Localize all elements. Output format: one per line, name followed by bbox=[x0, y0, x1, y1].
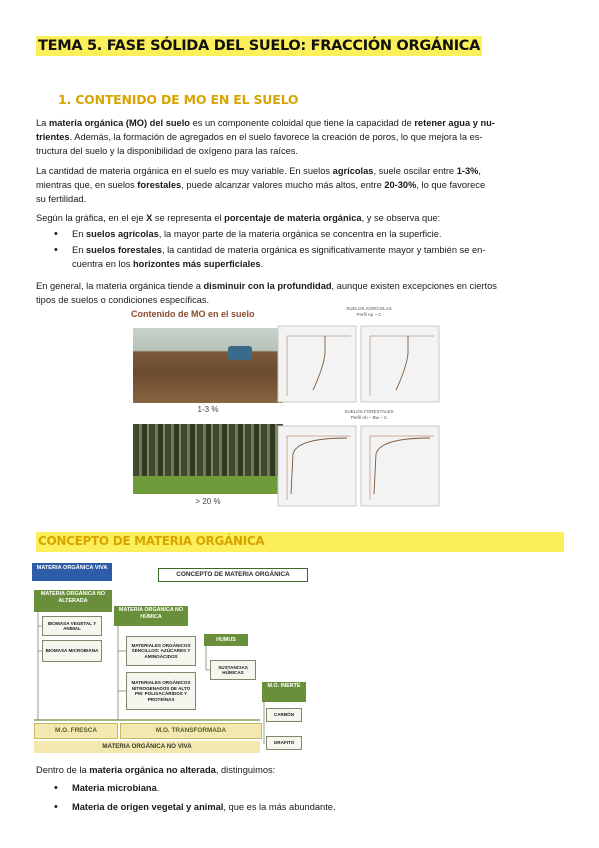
section-heading-concepto: CONCEPTO DE MATERIA ORGÁNICA bbox=[38, 534, 265, 548]
box-mo-transformada: M.O. TRANSFORMADA bbox=[120, 723, 262, 739]
list-item: • Materia microbiana. bbox=[72, 781, 599, 795]
bullet-list-observations bbox=[36, 227, 599, 273]
list-item: • En suelos forestales, la cantidad de materia orgánica es significativamente mayor y también se en- cuentra en los horizontes más superficiales. bbox=[72, 243, 599, 271]
tractor-icon bbox=[228, 346, 252, 360]
box-grafito: GRAFITO bbox=[266, 736, 302, 750]
bullet-list-no-alterada bbox=[36, 781, 599, 816]
box-biomasa-vegetal: BIOMASA VEGETAL Y ANIMAL bbox=[42, 616, 102, 636]
box-no-alterada: MATERIA ORGÁNICA NO ALTERADA bbox=[34, 590, 112, 612]
box-no-humica: MATERIA ORGÁNICA NO HÚMICA bbox=[114, 606, 188, 626]
paragraph-mo-definition: La materia orgánica (MO) del suelo es un componente coloidal que tiene la capacidad de retener agua y nu- trientes. Además, la formación de agregados en el suelo favorece la creación de poros, lo que mejora la es- tructura del suelo y la disponibilidad de oxígeno para las raíces. bbox=[36, 118, 495, 156]
box-biomasa-microbiana: BIOMASA MICROBIANA bbox=[42, 640, 102, 662]
box-concepto: CONCEPTO DE MATERIA ORGÁNICA bbox=[158, 568, 308, 582]
forest-profile-charts bbox=[273, 424, 443, 508]
paragraph-mo-variability: La cantidad de materia orgánica en el suelo es muy variable. En suelos agrícolas, suele oscilar entre 1-3%, mientras que, en suelos forestales, puede alcanzar valores mucho más altos, entre 20-30%, lo que favorece su fertilidad. bbox=[36, 166, 486, 204]
box-mo-viva: MATERIA ORGÁNICA VIVA bbox=[32, 563, 112, 581]
box-sustancias-humicas: SUSTANCIAS HÚMICAS bbox=[210, 660, 256, 680]
paragraph-general: En general, la materia orgánica tiende a disminuir con la profundidad, aunque existen excepciones en ciertos tipos de suelos o condiciones específicas. bbox=[36, 281, 497, 305]
page-title: TEMA 5. FASE SÓLIDA DEL SUELO: FRACCIÓN ORGÁNICA bbox=[38, 38, 481, 54]
box-humus: HUMUS bbox=[204, 634, 248, 646]
box-materiales-nitrogenados: MATERIALES ORGÁNICOS NITROGENADOS DE ALTO PM: POLISACÁRIDOS Y PROTEÍNAS bbox=[126, 672, 196, 710]
paragraph-graph-intro: Según la gráfica, en el eje X se representa el porcentaje de materia orgánica, y se observa que: bbox=[36, 213, 441, 223]
figure-mo-content bbox=[128, 306, 440, 516]
section-heading-contenido: 1. CONTENIDO DE MO EN EL SUELO bbox=[58, 92, 299, 107]
box-mo-no-viva: MATERIA ORGÁNICA NO VIVA bbox=[34, 741, 260, 753]
label-agricultural-percentage: 1-3 % bbox=[197, 405, 219, 414]
diagram-concepto-mo bbox=[30, 560, 308, 760]
box-materiales-organicos: MATERIALES ORGÁNICOS SENCILLOS: AZÚCARES Y AMINOÁCIDOS bbox=[126, 636, 196, 666]
chart-group-forest-title: SUELOS FORESTALES Perfil Ah – Bw – C bbox=[344, 409, 394, 420]
forest-floor bbox=[133, 476, 283, 494]
list-item: • Materia de origen vegetal y animal, que es la más abundante. bbox=[72, 800, 599, 814]
box-carbon: CARBÓN bbox=[266, 708, 302, 722]
label-forest-percentage: > 20 % bbox=[195, 497, 221, 506]
figure-title: Contenido de MO en el suelo bbox=[131, 309, 255, 319]
forest-photo bbox=[133, 424, 283, 494]
agricultural-field-photo bbox=[133, 328, 283, 403]
box-mo-inerte: M.O. INERTE bbox=[262, 682, 306, 702]
box-mo-fresca: M.O. FRESCA bbox=[34, 723, 118, 739]
list-item: • En suelos agrícolas, la mayor parte de la materia orgánica se concentra en la superficie. bbox=[72, 227, 599, 241]
agricultural-profile-charts bbox=[273, 324, 443, 404]
paragraph-no-alterada: Dentro de la materia orgánica no alterada, distinguimos: bbox=[36, 765, 276, 775]
chart-group-agricultural-title: SUELOS AGRÍCOLAS Perfil Ap – C bbox=[346, 306, 392, 317]
